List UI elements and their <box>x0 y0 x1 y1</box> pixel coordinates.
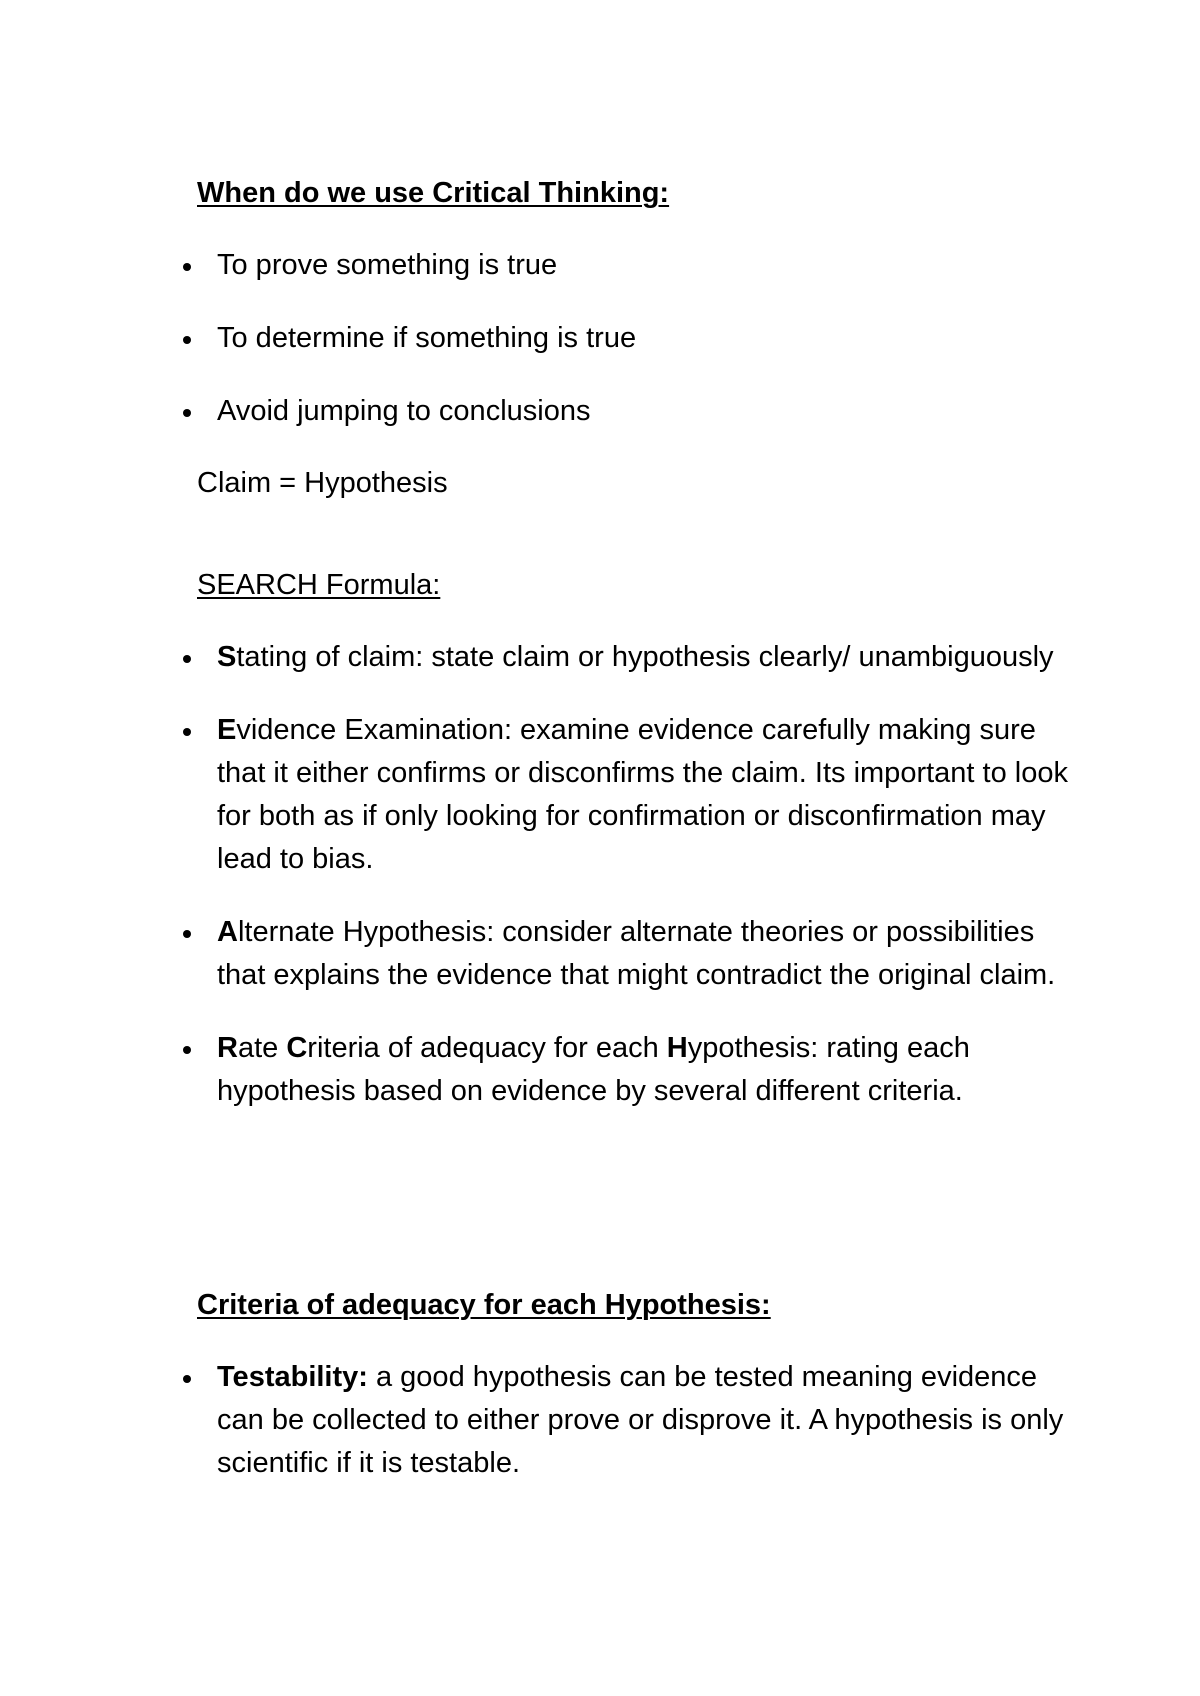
list-item-text: a good hypothesis can be tested meaning evidence can be collected to either prove or disprove it. A hypothesis is only scientific if it is testable. <box>217 1361 1064 1479</box>
bullet-icon <box>183 1046 191 1054</box>
bullet-icon <box>183 930 191 938</box>
list-item <box>0 317 1200 360</box>
acronym-letter: C <box>286 1032 308 1064</box>
list-item <box>0 636 1200 679</box>
list-item <box>0 911 1200 997</box>
acronym-letter: H <box>666 1032 688 1064</box>
list-item-text: ypothesis: rating each hypothesis based on evidence by several different criteria. <box>217 1032 970 1107</box>
list-item <box>0 1027 1200 1113</box>
list-item <box>0 1356 1200 1485</box>
acronym-letter: S <box>217 641 237 673</box>
critical-thinking-list <box>0 244 1200 433</box>
criteria-heading: Criteria of adequacy for each Hypothesis: <box>197 1289 771 1321</box>
critical-thinking-heading: When do we use Critical Thinking: <box>197 177 670 209</box>
list-item-text: Avoid jumping to conclusions <box>217 395 591 427</box>
list-item-text: tating of claim: state claim or hypothesis clearly/ unambiguously <box>236 641 1054 673</box>
acronym-letter: E <box>217 714 237 746</box>
list-item-text: riteria of adequacy for each <box>307 1032 667 1064</box>
criteria-list <box>0 1356 1200 1485</box>
acronym-letter: R <box>217 1032 238 1064</box>
bullet-icon <box>183 1375 191 1383</box>
bullet-icon <box>183 263 191 271</box>
bullet-icon <box>183 409 191 417</box>
list-item-text: To determine if something is true <box>217 322 637 354</box>
bullet-icon <box>183 336 191 344</box>
list-item <box>0 390 1200 433</box>
search-formula-heading: SEARCH Formula: <box>197 569 441 601</box>
list-item-text: vidence Examination: examine evidence carefully making sure that it either confirms or disconfirms the claim. Its important to look for both as if only looking for confirmation or disconfirmation may lead to bias. <box>217 714 1068 875</box>
list-item-text: To prove something is true <box>217 249 558 281</box>
list-item-text: ate <box>237 1032 287 1064</box>
bullet-icon <box>183 728 191 736</box>
list-item-text: lternate Hypothesis: consider alternate theories or possibilities that explains the evidence that might contradict the original claim. <box>217 916 1056 991</box>
bullet-icon <box>183 655 191 663</box>
criterion-term: Testability: <box>217 1361 368 1393</box>
acronym-letter: A <box>217 916 238 948</box>
claim-hypothesis-line: Claim = Hypothesis <box>197 467 448 499</box>
list-item <box>0 244 1200 287</box>
list-item <box>0 709 1200 881</box>
search-formula-list <box>0 636 1200 1113</box>
